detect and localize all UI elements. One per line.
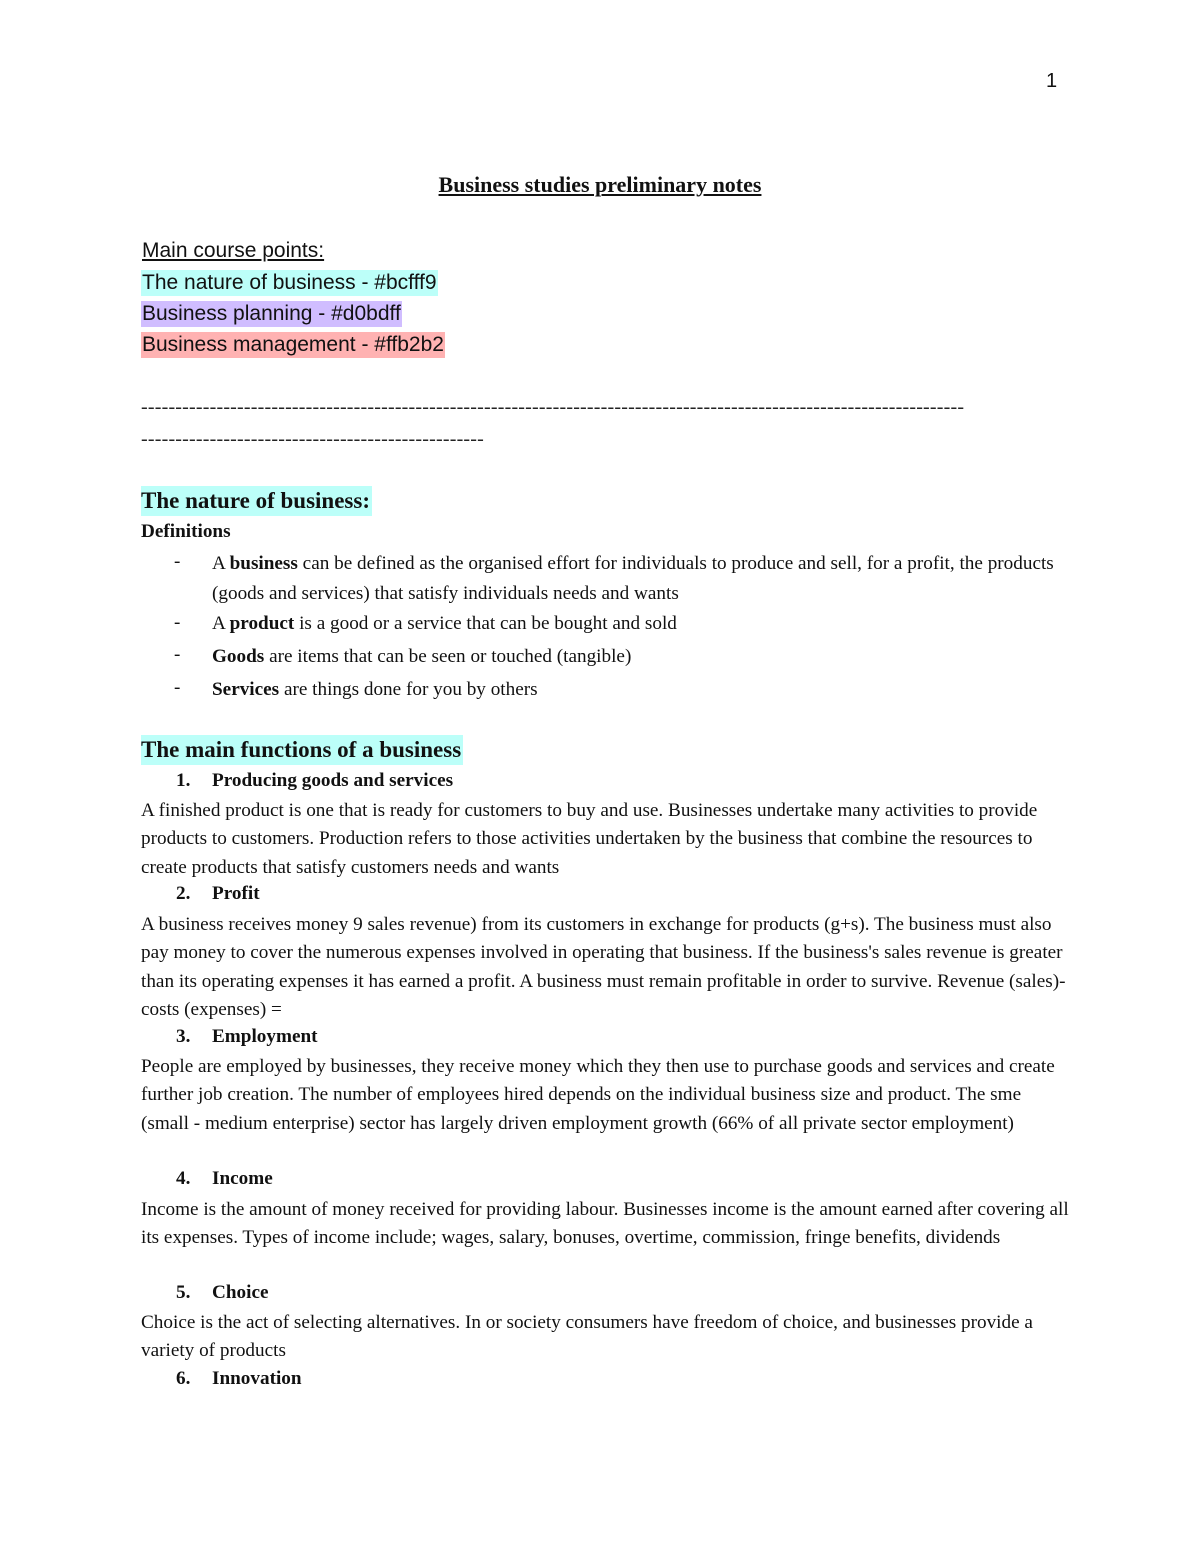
bullet-dash: -	[174, 644, 181, 665]
page-number: 1	[1046, 70, 1058, 92]
legend-business-management: Business management - #ffb2b2	[142, 333, 444, 356]
divider-line: ------------------------------------------------------------------------------------------------------------------------	[141, 396, 965, 418]
main-points-heading: Main course points:	[142, 239, 325, 262]
list-number: 5.	[176, 1282, 191, 1303]
bullet-dash: -	[174, 612, 181, 633]
document-title: Business studies preliminary notes	[438, 172, 762, 197]
function-label-choice: Choice	[212, 1282, 269, 1303]
definition-product: A product is a good or a service that can be bought and sold	[212, 613, 677, 634]
legend-nature-of-business: The nature of business - #bcfff9	[142, 271, 437, 294]
definition-services: Services are things done for you by others	[212, 679, 538, 700]
legend-business-planning: Business planning - #d0bdff	[142, 302, 401, 325]
list-number: 1.	[176, 770, 191, 791]
list-number: 4.	[176, 1168, 191, 1189]
list-number: 2.	[176, 883, 191, 904]
section-heading-main-functions: The main functions of a business	[141, 735, 463, 765]
function-label-profit: Profit	[212, 883, 260, 904]
bullet-dash: -	[174, 551, 181, 572]
definition-business: A business can be defined as the organised effort for individuals to produce and sell, for a profit, the products (goods and services) that satisfy individuals needs and wants	[212, 553, 1054, 604]
function-label-producing: Producing goods and services	[212, 770, 454, 791]
term-product: product	[229, 613, 295, 634]
term-goods: Goods	[212, 646, 265, 667]
function-text-producing: A finished product is one that is ready for customers to buy and use. Businesses undertake many activities to provide products to customers. Production refers to those activities undertaken by the business that combine the resources to create products that satisfy customers needs and wants	[141, 800, 1038, 878]
bullet-dash: -	[174, 677, 181, 698]
function-label-innovation: Innovation	[212, 1368, 302, 1389]
function-label-employment: Employment	[212, 1026, 318, 1047]
term-business: business	[229, 553, 298, 574]
term-services: Services	[212, 679, 280, 700]
definitions-subheading: Definitions	[141, 521, 231, 542]
function-text-income: Income is the amount of money received for providing labour. Businesses income is the amount earned after covering all its expenses. Types of income include; wages, salary, bonuses, overtime, commission, fringe benefits, dividends	[141, 1199, 1069, 1249]
section-heading-nature-of-business: The nature of business:	[141, 486, 372, 516]
list-number: 6.	[176, 1368, 191, 1389]
definition-goods: Goods are items that can be seen or touched (tangible)	[212, 646, 632, 667]
function-text-choice: Choice is the act of selecting alternatives. In or society consumers have freedom of choice, and businesses provide a variety of products	[141, 1312, 1033, 1362]
function-text-profit: A business receives money 9 sales revenue) from its customers in exchange for products (g+s). The business must also pay money to cover the numerous expenses involved in operating that business. If the business's sales revenue is greater than its operating expenses it has earned a profit. A business must remain profitable in order to survive. Revenue (sales)- costs (expenses) =	[141, 914, 1066, 1021]
function-text-employment: People are employed by businesses, they receive money which they then use to purchase goods and services and create further job creation. The number of employees hired depends on the individual business size and product. The sme (small - medium enterprise) sector has largely driven employment growth (66% of all private sector employment)	[141, 1056, 1055, 1134]
divider-line-continued: --------------------------------------------------	[141, 428, 485, 450]
function-label-income: Income	[212, 1168, 273, 1189]
list-number: 3.	[176, 1026, 191, 1047]
